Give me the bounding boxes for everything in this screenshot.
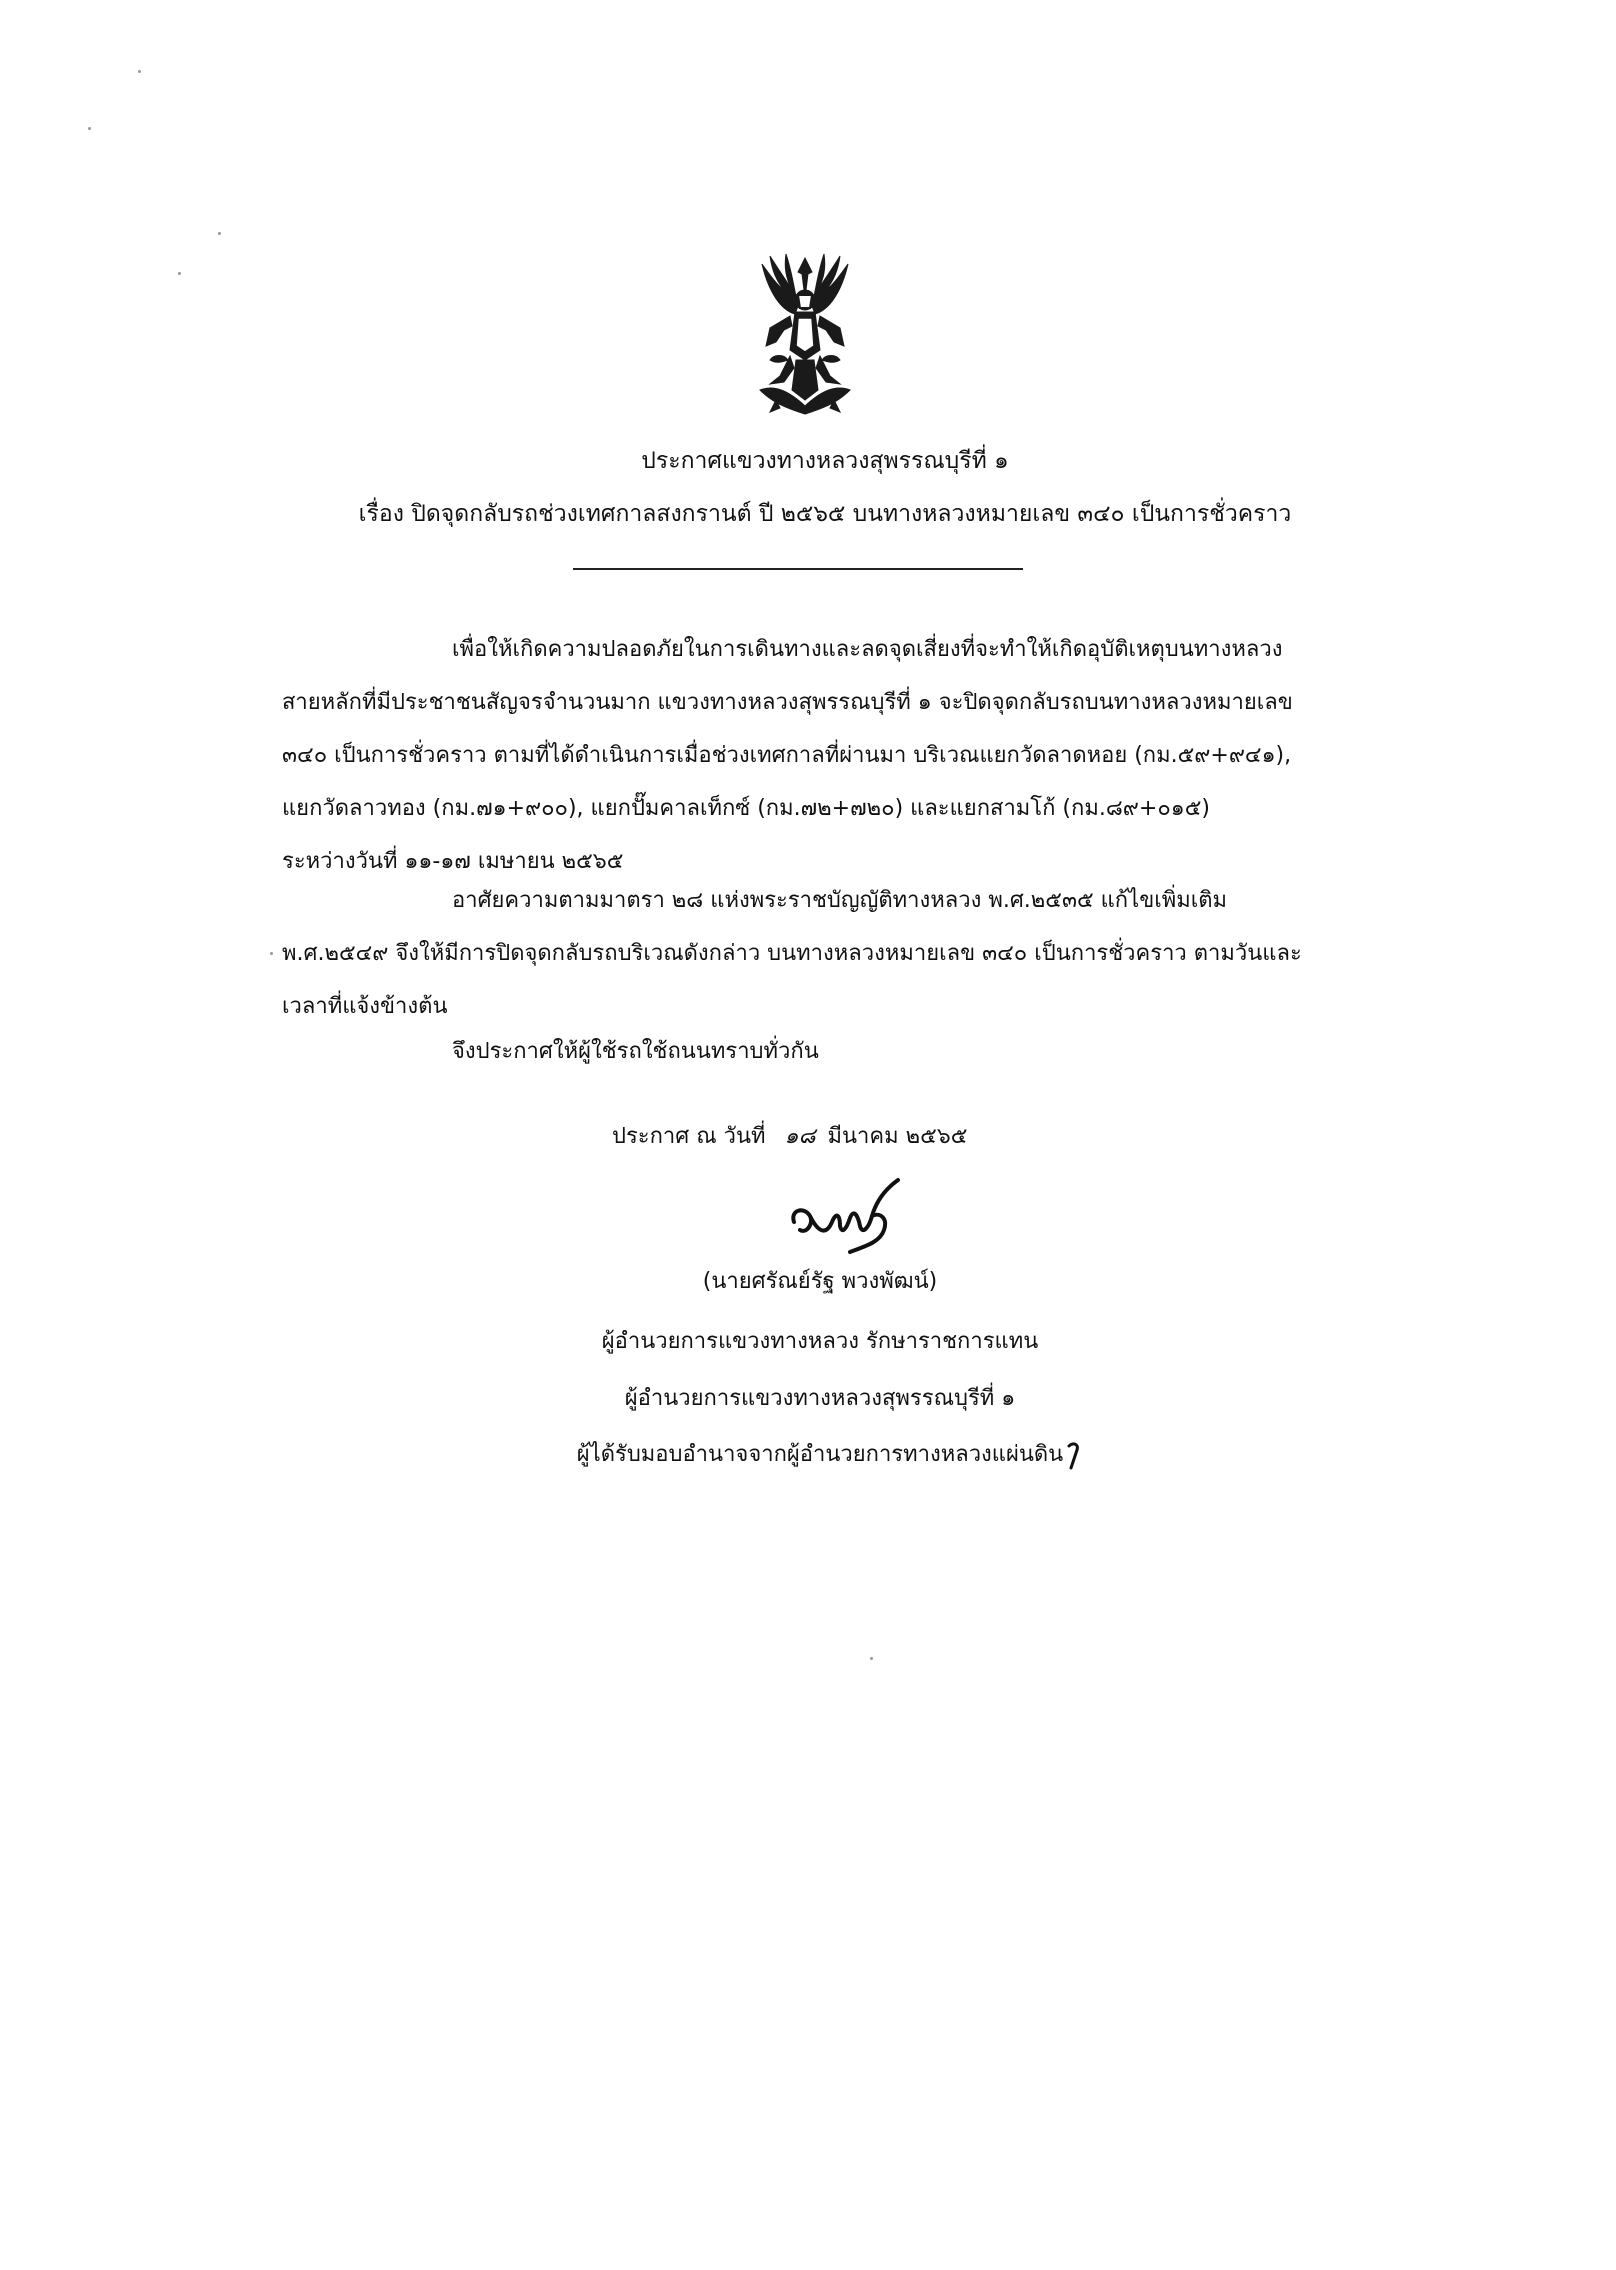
- garuda-emblem-icon: [740, 250, 870, 420]
- body-line: อาศัยความตามมาตรา ๒๘ แห่งพระราชบัญญัติทางหลวง พ.ศ.๒๕๓๕ แก้ไขเพิ่มเติม: [452, 888, 1228, 913]
- body-line: ๓๔๐ เป็นการชั่วคราว ตามที่ได้ดำเนินการเมื่อช่วงเทศกาลที่ผ่านมา บริเวณแยกวัดลาดหอย (กม.๕๙+๙๔๑),: [282, 743, 1292, 768]
- body-line: ระหว่างวันที่ ๑๑-๑๗ เมษายน ๒๕๖๕: [282, 849, 624, 874]
- handwritten-tick-mark: [1063, 1432, 1089, 1472]
- announcement-title: ประกาศแขวงทางหลวงสุพรรณบุรีที่ ๑: [641, 448, 1009, 474]
- body-line: แยกวัดลาวทอง (กม.๗๑+๙๐๐), แยกปั๊มคาลเท็กซ์ (กม.๗๒+๗๒๐) และแยกสามโก้ (กม.๘๙+๐๑๕): [282, 796, 1210, 821]
- scan-speck: [218, 232, 221, 235]
- handwritten-signature: [780, 1172, 930, 1260]
- date-month-year: มีนาคม ๒๕๖๕: [827, 1124, 968, 1149]
- body-paragraph-3: จึงประกาศให้ผู้ใช้รถใช้ถนนทราบทั่วกัน: [452, 1039, 819, 1064]
- body-line: เพื่อให้เกิดความปลอดภัยในการเดินทางและลดจุดเสี่ยงที่จะทำให้เกิดอุบัติเหตุบนทางหลวง: [452, 637, 1283, 662]
- scan-speck: [138, 70, 141, 73]
- body-paragraph-1: [282, 623, 1358, 888]
- body-paragraph-2: [282, 874, 1358, 1033]
- signatory-title-1: ผู้อำนวยการแขวงทางหลวง รักษาราชการแทน: [601, 1329, 1039, 1354]
- announcement-date: [612, 1110, 967, 1163]
- title-divider: [573, 568, 1023, 570]
- scan-speck: [270, 952, 273, 955]
- scan-speck: [88, 127, 91, 130]
- body-line: พ.ศ.๒๕๔๙ จึงให้มีการปิดจุดกลับรถบริเวณดังกล่าว บนทางหลวงหมายเลข ๓๔๐ เป็นการชั่วคราว ตามวันและ: [282, 941, 1302, 966]
- date-prefix: ประกาศ ณ วันที่: [612, 1124, 773, 1149]
- body-line: สายหลักที่มีประชาชนสัญจรจำนวนมาก แขวงทางหลวงสุพรรณบุรีที่ ๑ จะปิดจุดกลับรถบนทางหลวงหมายเลข: [282, 690, 1293, 715]
- body-line: เวลาที่แจ้งข้างต้น: [282, 994, 448, 1019]
- scan-speck: [870, 1657, 873, 1660]
- announcement-subject: เรื่อง ปิดจุดกลับรถช่วงเทศกาลสงกรานต์ ปี ๒๕๖๕ บนทางหลวงหมายเลข ๓๔๐ เป็นการชั่วคราว: [358, 501, 1292, 527]
- signatory-name: (นายศรัณย์รัฐ พวงพัฒน์): [702, 1269, 938, 1294]
- signatory-title-3: ผู้ได้รับมอบอำนาจจากผู้อำนวยการทางหลวงแผ่นดิน: [576, 1442, 1064, 1467]
- scan-speck: [178, 272, 181, 275]
- signatory-title-2: ผู้อำนวยการแขวงทางหลวงสุพรรณบุรีที่ ๑: [624, 1386, 1016, 1411]
- date-day: ๑๘: [784, 1124, 816, 1149]
